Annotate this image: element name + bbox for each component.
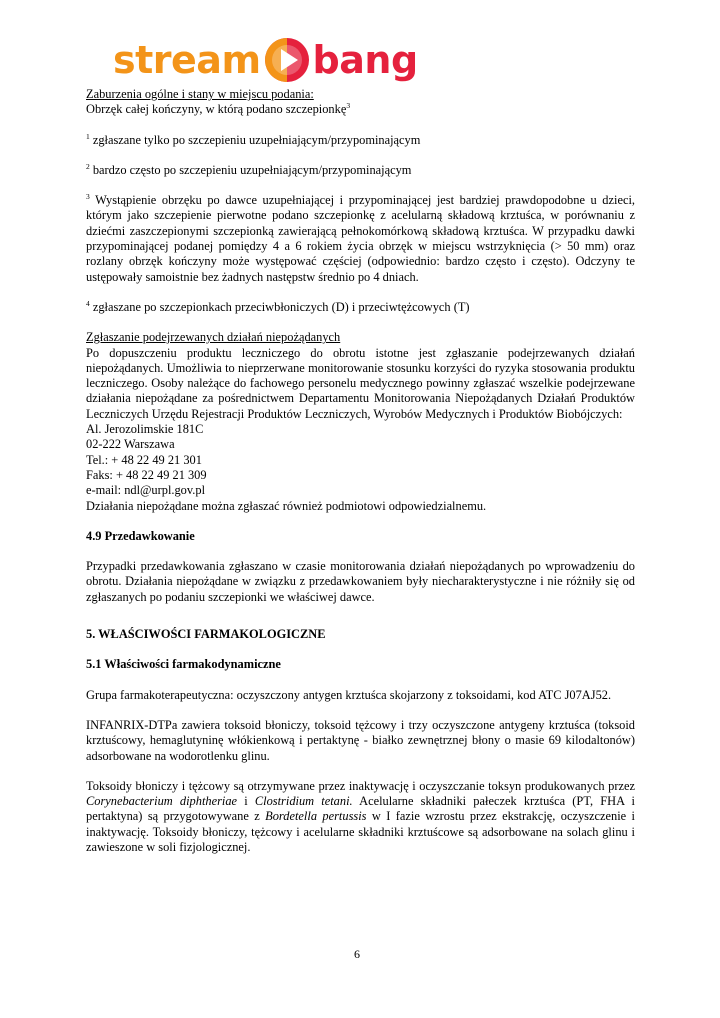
italic-species-name: Bordetella pertussis <box>265 809 367 824</box>
footnote-ref-3: 3 <box>346 101 351 111</box>
logo-text-bang: bang <box>312 38 418 82</box>
address-line-2: 02-222 Warszawa <box>86 437 175 452</box>
play-circle-icon <box>263 36 311 84</box>
text-run: Toksoidy błoniczy i tężcowy są otrzymywane przez inaktywację i oczyszczanie toksyn produkowanych przez <box>86 778 635 793</box>
paragraph-reporting: Po dopuszczeniu produktu leczniczego do obrotu istotne jest zgłaszanie podejrzewanych działań niepożądanych. Umożliwia to nieprzerwane monitorowanie stosunku korzyści do ryzyka stosowania produktu leczniczego. Osoby należące do fachowego personelu medycznego powinny zgłaszać wszelkie podejrzewane działania niepożądane za pośrednictwem Departamentu Monitorowania Niepożądanych Działań Produktów Leczniczych Urzędu Rejestracji Produktów Leczniczych, Wyrobów Medycznych i Produktów Biobójczych: <box>86 345 635 421</box>
footnote-text: Wystąpienie obrzęku po dawce uzupełniającej i przypominającej jest bardziej prawdopodobne u dzieci, którym jako szczepienie pierwotne podano szczepionkę z acelularną składową krztuśca, w porównaniu z dziećmi zaszczepionymi szczepionką zawierającą pełnokomórkową składową krztuśca. W przypadku dawki przypominającej podanej pomiędzy 4 a 6 rokiem życia obrzęk w miejscu wstrzyknięcia (> 50 mm) oraz rozlany obrzęk kończyny może występować częściej (odpowiednio: bardzo często i często). Odczyny te ustępowały samoistnie bez żadnych następstw średnio po 4 dniach. <box>86 193 635 284</box>
text-run: Acelularne składniki pałeczek krztuśca (PT, FHA i pertaktyna) są przygotowywane z <box>86 794 635 824</box>
footnote-1 <box>86 133 635 148</box>
footnote-text: bardzo często po szczepieniu uzupełniającym/przypominającym <box>89 162 412 177</box>
text-run: w I fazie wzrostu przez ekstrakcję, oczyszczenie i inaktywację. Toksoidy błoniczy, tężcowy i acelularne składniki krztuścowe są adsorbowane na solach glinu i zawieszone w soli fizjologicznej. <box>86 809 635 854</box>
paragraph-overdose: Przypadki przedawkowania zgłaszano w czasie monitorowania działań niepożądanych po wprowadzeniu do obrotu. Działania niepożądane w związku z przedawkowaniem były niecharakterystyczne i nie różniły się od zgłaszanych po podaniu szczepionki we właściwej dawce. <box>86 559 635 604</box>
paragraph-toxoids <box>86 779 635 855</box>
paragraph-swelling <box>86 102 635 117</box>
section-heading-reporting: Zgłaszanie podejrzewanych działań niepożądanych <box>86 330 341 345</box>
paragraph-pharmacotherapeutic-group: Grupa farmakoterapeutyczna: oczyszczony antygen krztuśca skojarzony z toksoidami, kod ATC J07AJ52. <box>86 687 612 702</box>
heading-4-9: 4.9 Przedawkowanie <box>86 528 195 543</box>
page-number: 6 <box>354 947 360 961</box>
heading-5-1: 5.1 Właściwości farmakodynamiczne <box>86 657 281 672</box>
footnote-2 <box>86 163 635 178</box>
swelling-text: Obrzęk całej kończyny, w którą podano szczepionkę <box>86 102 347 117</box>
address-line-1: Al. Jerozolimskie 181C <box>86 422 204 437</box>
footnote-marker: 1 <box>86 131 90 141</box>
document-body <box>86 87 635 855</box>
footnote-marker: 3 <box>86 192 90 202</box>
italic-species-name: Clostridium tetani. <box>254 794 353 809</box>
italic-species-name: Corynebacterium diphtheriae <box>86 794 238 809</box>
contact-email: e-mail: ndl@urpl.gov.pl <box>86 483 206 498</box>
heading-5: 5. WŁAŚCIWOŚCI FARMAKOLOGICZNE <box>86 627 326 642</box>
text-run: i <box>237 794 255 809</box>
streambang-logo <box>113 34 418 86</box>
footnote-3 <box>86 193 635 285</box>
section-heading-general-disorders: Zaburzenia ogólne i stany w miejscu podania: <box>86 87 314 101</box>
contact-phone: Tel.: + 48 22 49 21 301 <box>86 452 202 467</box>
footnote-text: zgłaszane po szczepionkach przeciwbłoniczych (D) i przeciwtężcowych (T) <box>89 299 470 314</box>
logo-text-stream: stream <box>113 38 261 82</box>
footnote-marker: 4 <box>86 298 90 308</box>
paragraph-reporting-end: Działania niepożądane można zgłaszać również podmiotowi odpowiedzialnemu. <box>86 498 487 513</box>
paragraph-infanrix: INFANRIX-DTPa zawiera toksoid błoniczy, toksoid tężcowy i trzy oczyszczone antygeny krztuśca (toksoid krztuścowy, hemaglutyninę włókienkową i pertaktynę - białko zewnętrznej błony o masie 69 kilodaltonów) adsorbowane na wodorotlenku glinu. <box>86 717 635 763</box>
footnote-marker: 2 <box>86 161 90 171</box>
contact-fax: Faks: + 48 22 49 21 309 <box>86 467 207 482</box>
footnote-4 <box>86 300 635 315</box>
footnote-text: zgłaszane tylko po szczepieniu uzupełniającym/przypominającym <box>89 132 421 147</box>
